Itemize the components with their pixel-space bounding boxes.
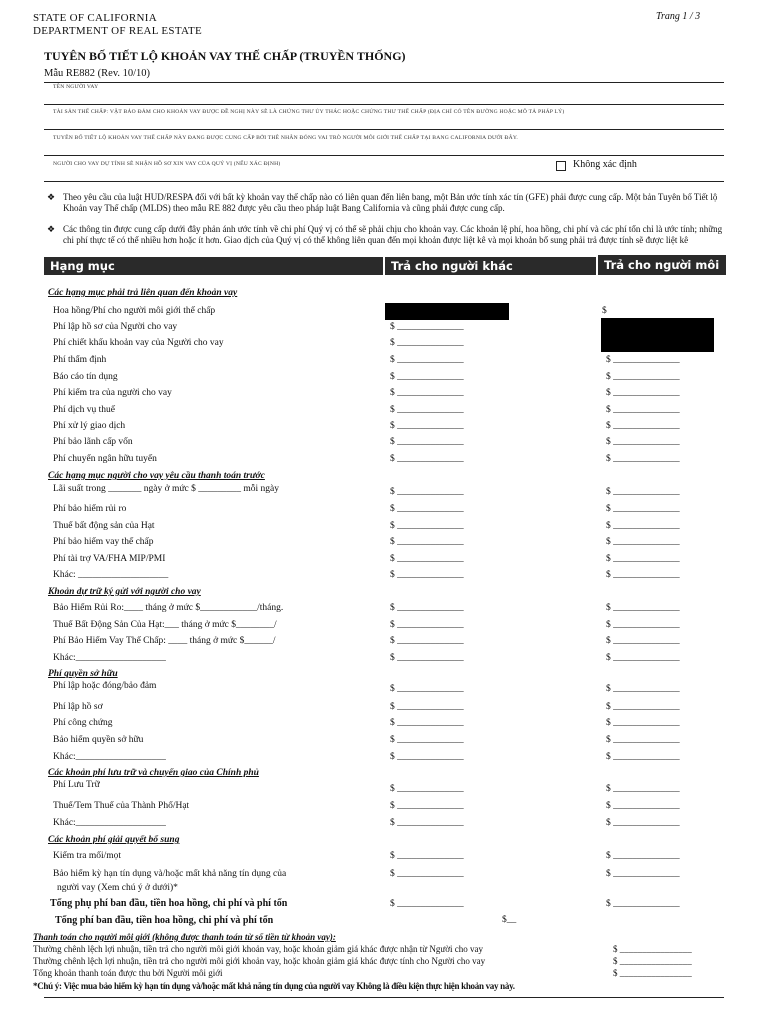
divider <box>44 82 724 83</box>
row-other[interactable]: Khác:___________________ <box>53 752 166 762</box>
row-recording: Phí Lưu Trữ <box>53 780 100 790</box>
amount-broker[interactable]: $ ______________ <box>606 718 680 728</box>
row-credit-life: Bảo hiểm kỳ hạn tín dụng và/hoặc mất khả năng tín dụng của <box>53 869 287 879</box>
yield-charged-amount[interactable]: $ ________________ <box>613 956 692 966</box>
amount-others[interactable]: $ ______________ <box>390 388 464 398</box>
amount-broker[interactable]: $ ______________ <box>606 784 680 794</box>
agency-line-1: STATE OF CALIFORNIA <box>33 12 157 24</box>
borrower-field[interactable] <box>44 104 724 105</box>
row-hazard-insurance: Phí bảo hiểm rủi ro <box>53 504 127 514</box>
amount-broker[interactable]: $ ______________ <box>606 504 680 514</box>
amount-others[interactable]: $ ______________ <box>390 702 464 712</box>
row-document-prep: Phí lập hồ sơ <box>53 702 103 712</box>
amount-others[interactable]: $ ______________ <box>390 851 464 861</box>
amount-others[interactable]: $ ______________ <box>390 570 464 580</box>
amount-broker[interactable]: $ ______________ <box>606 388 680 398</box>
amount-broker[interactable]: $ ______________ <box>606 620 680 630</box>
amount-others[interactable]: $ ______________ <box>390 554 464 564</box>
property-field[interactable] <box>44 129 724 130</box>
amount-others[interactable]: $ ______________ <box>390 421 464 431</box>
form-title: TUYÊN BỐ TIẾT LỘ KHOẢN VAY THẾ CHẤP (TRUYỀN THỐNG) <box>44 49 406 63</box>
amount-broker[interactable]: $ ______________ <box>606 735 680 745</box>
form-number: Mẫu RE882 (Rev. 10/10) <box>44 68 151 79</box>
amount-others[interactable]: $ ______________ <box>390 437 464 447</box>
section-heading: Các khoản phí giải quyết bổ sung <box>48 835 180 845</box>
subtotal-broker[interactable]: $ ______________ <box>606 899 680 909</box>
row-other[interactable]: Khác:___________________ <box>53 818 166 828</box>
amount-others[interactable]: $ ______________ <box>390 636 464 646</box>
row-closing-fee: Phí lập hoặc đóng/bảo đảm <box>53 681 157 691</box>
row-broker-fee: Hoa hồng/Phí cho người môi giới thế chấp <box>53 306 216 316</box>
section-heading: Các hạng mục người cho vay yêu cầu thanh toán trước <box>48 471 265 481</box>
broker-label: TUYÊN BỐ TIẾT LỘ KHOẢN VAY THẾ CHẤP NÀY ĐANG ĐƯỢC CUNG CẤP BỞI THÊ NHÂN ĐÓNG VAI TRÒ NGƯỜI MÔI GIỚI THẾ CHẤP TẠI BANG CALIFORNIA DƯỚI ĐÂY. <box>53 135 518 141</box>
yield-received: Thường chênh lệch lợi nhuận, tiền trả cho người môi giới khoản vay, hoặc khoản giảm giá khác được nhận từ Người cho vay <box>33 944 483 954</box>
broker-total: Tổng khoản thanh toán được thu bởi Người môi giới <box>33 968 223 978</box>
amount-others[interactable]: $ ______________ <box>390 405 464 415</box>
broker-field[interactable] <box>44 155 724 156</box>
row-county-tax: Thuế bất động sản của Hạt <box>53 521 155 531</box>
row-notary: Phí công chứng <box>53 718 113 728</box>
row-processing: Phí xử lý giao dịch <box>53 421 126 431</box>
amount-broker[interactable]: $ ______________ <box>606 537 680 547</box>
amount-broker[interactable]: $ ______________ <box>606 851 680 861</box>
amount-others[interactable]: $ ______________ <box>390 322 464 332</box>
lender-field[interactable] <box>44 181 724 182</box>
amount-broker[interactable]: $ ______________ <box>606 818 680 828</box>
section-heading: Các hạng mục phải trả liên quan đến khoản vay <box>48 288 238 298</box>
amount-broker[interactable]: $ <box>602 306 607 316</box>
section-heading: Các khoản phí lưu trữ và chuyển giao của Chính phủ <box>48 768 259 778</box>
row-lender-origination: Phí lập hồ sơ của Người cho vay <box>53 322 178 332</box>
amount-others[interactable]: $ ______________ <box>390 487 464 497</box>
row-reserve-hazard: Bảo Hiểm Rủi Ro:____ tháng ở mức $____________/tháng. <box>53 603 284 613</box>
row-other[interactable]: Khác:___________________ <box>53 653 166 663</box>
section-heading: Khoản dự trữ ký gửi với người cho vay <box>48 587 201 597</box>
row-credit-life-cont: người vay (Xem chú ý ở dưới)* <box>57 883 178 893</box>
amount-others[interactable]: $ ______________ <box>390 454 464 464</box>
amount-others[interactable]: $ ______________ <box>390 735 464 745</box>
total-amount[interactable]: $__ <box>502 915 517 925</box>
amount-others[interactable]: $ ______________ <box>390 521 464 531</box>
amount-broker[interactable]: $ ______________ <box>606 421 680 431</box>
row-title-insurance: Bảo hiểm quyền sở hữu <box>53 735 144 745</box>
subtotal-others[interactable]: $ ______________ <box>390 899 464 909</box>
diamond-bullet-icon: ❖ <box>47 192 56 202</box>
amount-broker[interactable]: $ ______________ <box>606 454 680 464</box>
subtotal-label: Tổng phụ phí ban đầu, tiền hoa hồng, chi phí và phí tổn <box>50 898 288 909</box>
credit-life-note: *Chú ý: Việc mua bảo hiểm kỳ hạn tín dụng và/hoặc mất khả năng tín dụng của người vay Không là điều kiện thực hiện khoản vay này. <box>33 981 515 991</box>
amount-broker[interactable]: $ ______________ <box>606 405 680 415</box>
row-mortgage-insurance: Phí bảo hiểm vay thế chấp <box>53 537 154 547</box>
row-tax-service: Phí dịch vụ thuế <box>53 405 116 415</box>
amount-broker[interactable]: $ ______________ <box>606 487 680 497</box>
compensation-heading: Thanh toán cho người môi giới (không được thanh toán từ số tiền từ khoản vay): <box>33 932 336 942</box>
broker-total-amount[interactable]: $ ________________ <box>613 968 692 978</box>
row-underwriting: Phí bảo lãnh cấp vốn <box>53 437 133 447</box>
amount-others[interactable]: $ ______________ <box>390 355 464 365</box>
row-credit-report: Báo cáo tín dụng <box>53 372 118 382</box>
row-other[interactable]: Khác: ___________________ <box>53 570 169 580</box>
row-interest: Lãi suất trong _______ ngày ở mức $ _________ mỗi ngày <box>53 484 280 494</box>
amount-others[interactable]: $ ______________ <box>390 801 464 811</box>
amount-others[interactable]: $ ______________ <box>390 684 464 694</box>
unknown-label: Không xác định <box>573 159 637 170</box>
yield-charged: Thường chênh lệch lợi nhuận, tiền trả cho người môi giới khoản vay, hoặc khoản giảm giá khác được tính cho Người cho vay <box>33 956 486 966</box>
lender-label: NGƯỜI CHO VAY DỰ TÍNH SẼ NHẬN HỒ SƠ XIN VAY CỦA QUÝ VỊ (NẾU XÁC ĐỊNH) <box>53 161 281 167</box>
note-1: Theo yêu cầu của luật HUD/RESPA đối với bất kỳ khoản vay thế chấp nào có liên quan đến liên bang, một Bản ước tính xác tín (GFE) phải được cung cấp. Một bản Tuyên bố Tiết lộ Khoản vay Thế chấp (MLDS) theo mẫu RE 882 được yêu cầu theo pháp luật Bang California và cũng phải được cung cấp. <box>63 192 718 213</box>
unknown-checkbox[interactable] <box>556 161 566 171</box>
amount-broker[interactable]: $ ______________ <box>606 801 680 811</box>
amount-others[interactable]: $ ______________ <box>390 718 464 728</box>
redacted-block <box>601 318 714 352</box>
borrower-label: TÊN NGƯỜI VAY <box>53 84 99 90</box>
bottom-rule <box>44 997 724 998</box>
col-others-header: Trả cho người khác <box>385 257 596 275</box>
diamond-bullet-icon: ❖ <box>47 224 56 234</box>
property-label: TÀI SẢN THẾ CHẤP: VẬT BẢO ĐẢM CHO KHOẢN VAY ĐƯỢC ĐỀ NGHỊ NÀY SẼ LÀ CHỨNG THƯ ỦY THÁC HOẶC CHỨNG THƯ THẾ CHẤP (ĐỊA CHỈ CÓ TÊN ĐƯỜNG HOẶC MÔ TẢ PHÁP LÝ) <box>53 109 565 115</box>
section-heading: Phí quyền sở hữu <box>48 669 118 679</box>
row-va-fha: Phí tài trợ VA/FHA MIP/PMI <box>53 554 166 564</box>
amount-broker[interactable]: $ ______________ <box>606 869 680 879</box>
row-discount: Phí chiết khấu khoản vay của Người cho vay <box>53 338 224 348</box>
amount-broker[interactable]: $ ______________ <box>606 702 680 712</box>
row-reserve-tax: Thuế Bất Động Sản Của Hạt:___ tháng ở mức $________/ <box>53 620 277 630</box>
amount-broker[interactable]: $ ______________ <box>606 684 680 694</box>
row-wire-transfer: Phí chuyển ngân hữu tuyến <box>53 454 157 464</box>
row-transfer-tax: Thuế/Tem Thuế của Thành Phố/Hạt <box>53 801 190 811</box>
amount-broker[interactable]: $ ______________ <box>606 653 680 663</box>
row-appraisal: Phí thẩm định <box>53 355 107 365</box>
row-inspection: Phí kiểm tra của người cho vay <box>53 388 172 398</box>
col-broker-header: Trả cho người môi <box>598 255 726 275</box>
note-2: Các thông tin được cung cấp dưới đây phản ánh ước tính về chi phí Quý vị có thể sẽ phải chịu cho khoản vay. Các khoản lệ phí, hoa hồng, chi phí và các phí tổn chỉ là ước tính; những chi phí thực tế có thể nhiều hơn hoặc ít hơn. Giao dịch của Quý vị có thể không liên quan đến mọi khoản được liệt kê và mọi khoản bổ sung phải trả được tính sẽ được liệt kê <box>63 224 723 245</box>
amount-others[interactable]: $ ______________ <box>390 537 464 547</box>
amount-others[interactable]: $ ______________ <box>390 603 464 613</box>
amount-others[interactable]: $ ______________ <box>390 869 464 879</box>
amount-others[interactable]: $ ______________ <box>390 504 464 514</box>
amount-others[interactable]: $ ______________ <box>390 752 464 762</box>
amount-broker[interactable]: $ ______________ <box>606 355 680 365</box>
amount-others[interactable]: $ ______________ <box>390 653 464 663</box>
row-pest-inspection: Kiểm tra mối/mọt <box>53 851 122 861</box>
amount-broker[interactable]: $ ______________ <box>606 636 680 646</box>
amount-broker[interactable]: $ ______________ <box>606 372 680 382</box>
amount-others[interactable]: $ ______________ <box>390 818 464 828</box>
agency-line-2: DEPARTMENT OF REAL ESTATE <box>33 25 203 37</box>
amount-others[interactable]: $ ______________ <box>390 784 464 794</box>
col-item-header: Hạng mục <box>44 257 383 275</box>
yield-received-amount[interactable]: $ ________________ <box>613 944 692 954</box>
total-label: Tổng phí ban đầu, tiền hoa hồng, chi phí và phí tổn <box>55 915 274 926</box>
amount-others[interactable]: $ ______________ <box>390 620 464 630</box>
amount-broker[interactable]: $ ______________ <box>606 554 680 564</box>
redacted-block <box>385 303 509 320</box>
amount-broker[interactable]: $ ______________ <box>606 521 680 531</box>
amount-others[interactable]: $ ______________ <box>390 372 464 382</box>
amount-broker[interactable]: $ ______________ <box>606 752 680 762</box>
page-number: Trang 1 / 3 <box>656 11 701 22</box>
amount-broker[interactable]: $ ______________ <box>606 437 680 447</box>
amount-broker[interactable]: $ ______________ <box>606 570 680 580</box>
row-reserve-mortgage: Phí Bảo Hiểm Vay Thế Chấp: ____ tháng ở mức $______/ <box>53 636 276 646</box>
amount-broker[interactable]: $ ______________ <box>606 603 680 613</box>
amount-others[interactable]: $ ______________ <box>390 338 464 348</box>
